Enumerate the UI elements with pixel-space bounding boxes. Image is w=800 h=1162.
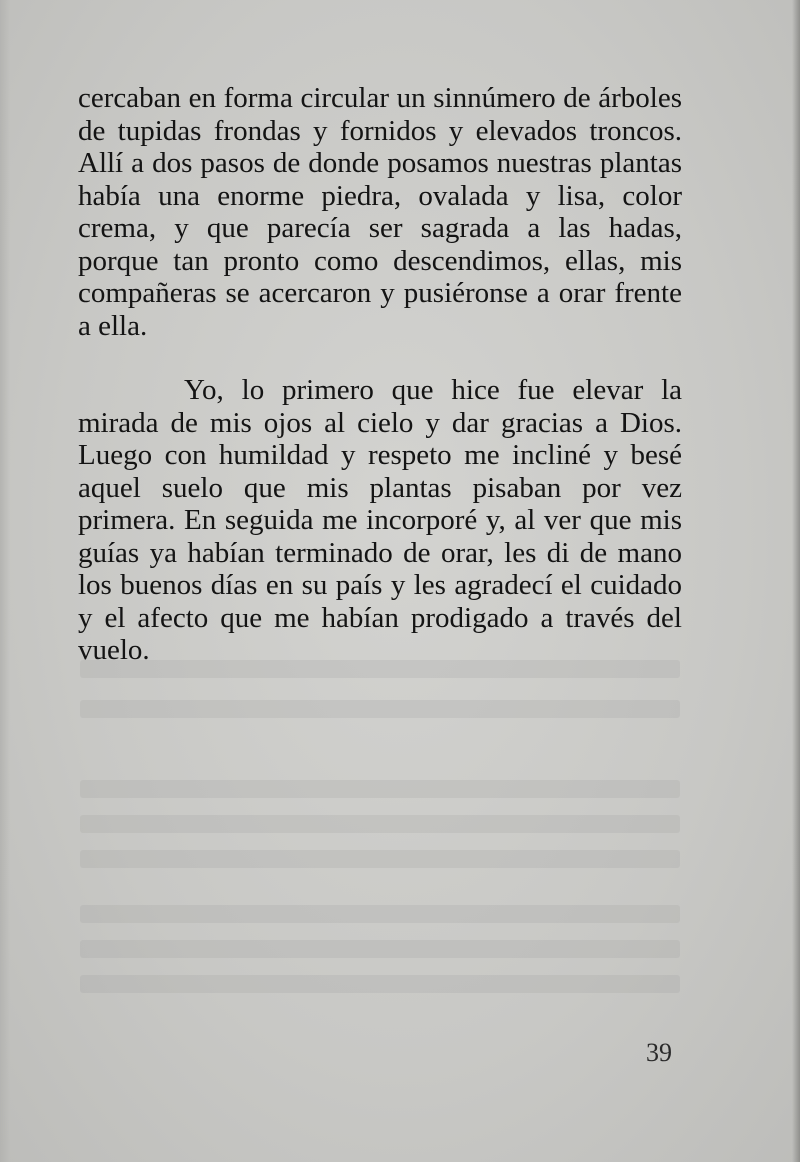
bleed-through-line <box>80 815 680 833</box>
bleed-through-line <box>80 700 680 718</box>
bleed-through-line <box>80 940 680 958</box>
paragraph: Yo, lo primero que hice fue elevar la mirada de mis ojos al cielo y dar gracias a Dios. Luego con humildad y respeto me incliné y besé aquel suelo que mis plantas pisaban por vez primera. En seguida me incorporé y, al ver que mis guías ya habían terminado de orar, les di de mano los buenos días en su país y les agradecí el cuidado y el afecto que me habían prodigado a través del vuelo. <box>78 374 682 666</box>
page-number: 39 <box>646 1038 672 1067</box>
paragraph: cercaban en forma circular un sinnúmero de árboles de tupidas frondas y fornidos y elevados troncos. Allí a dos pasos de donde posamos nuestras plantas había una enorme piedra, ovalada y lisa, color crema, y que parecía ser sagrada a las hadas, porque tan pronto como descendimos, ellas, mis compañeras se acercaron y pusiéronse a orar frente a ella. <box>78 82 682 342</box>
bleed-through-line <box>80 975 680 993</box>
page-edge-right <box>792 0 800 1162</box>
body-text <box>78 82 682 667</box>
page-edge-left <box>0 0 10 1162</box>
bleed-through-line <box>80 905 680 923</box>
bleed-through-line <box>80 780 680 798</box>
bleed-through-line <box>80 850 680 868</box>
